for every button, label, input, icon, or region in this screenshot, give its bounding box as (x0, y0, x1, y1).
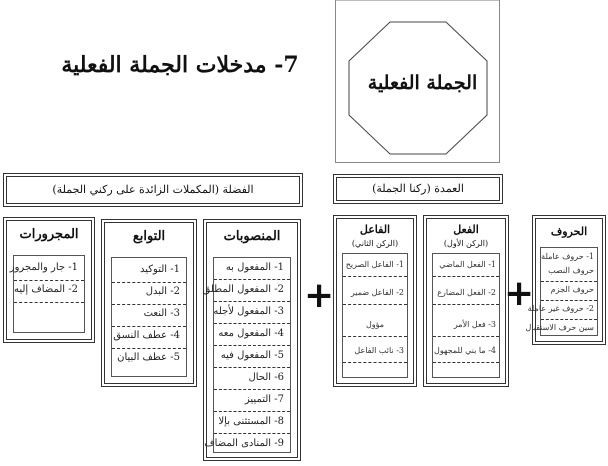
fil-box (426, 218, 506, 384)
list-item: 3- النعت (143, 308, 180, 319)
majrurat-box (6, 220, 92, 340)
list-item: 5- المفعول فيه (220, 350, 284, 361)
list-item: مؤول (365, 320, 385, 329)
list-item: 3- المفعول لأجله (213, 306, 284, 317)
list-item: 9- المنادى المضاف (204, 438, 284, 449)
list-item: 1- المفعول به (225, 262, 284, 273)
huruf-title: الحروف (550, 225, 588, 238)
list-item: حروف النصب (548, 266, 594, 275)
list-item: سين حرف الاستقبال (525, 323, 594, 332)
list-item: 1- التوكيد (140, 264, 180, 275)
fadla-band: الفضلة (المكملات الزائدة على ركني الجملة) (6, 176, 300, 204)
majrurat-title: المجرورات (19, 227, 79, 242)
tawabi-title: التوابع (132, 229, 166, 244)
tawabi-list (111, 257, 187, 377)
list-item: 4- المفعول معه (218, 328, 284, 339)
list-item: 2- الفاعل ضمير (350, 288, 404, 297)
mansubat-title: المنصوبات (223, 229, 281, 244)
main-concept-label: الجملة الفعلية (367, 72, 478, 94)
tawabi-box (104, 222, 194, 384)
list-item: 2- المضاف إليه (13, 284, 78, 295)
fil-list (432, 253, 500, 378)
umda-band: العمدة (ركنا الجملة) (336, 177, 500, 201)
list-item: 4- عطف النسق (113, 330, 180, 341)
list-item: 2- حروف غير عاملة (527, 304, 594, 313)
list-item: 2- البدل (145, 286, 180, 297)
list-item: 8- المستثنى بإلا (218, 416, 284, 427)
list-item: 7- التمييز (244, 394, 284, 405)
plus-sign: + (304, 275, 335, 316)
list-item: 5- عطف البيان (117, 352, 180, 363)
fil-title: الفعل (453, 223, 479, 236)
list-item: 3- نائب الفاعل (354, 346, 404, 355)
fail-title: الفاعل (359, 223, 391, 236)
plus-sign: + (504, 273, 535, 314)
list-item: 4- ما بني للمجهول (434, 346, 496, 355)
list-item: 1- جار والمجرور (9, 262, 78, 273)
huruf-box (525, 218, 603, 342)
list-item: 2- الفعل المضارع (437, 288, 496, 297)
mansubat-box (202, 222, 298, 458)
list-item: 3- فعل الأمر (453, 320, 496, 329)
mansubat-list (202, 257, 291, 453)
list-item: حروف الجزم (550, 285, 594, 294)
fail-subtitle: (الركن الثاني) (351, 239, 399, 248)
list-item: 2- المفعول المطلق (202, 284, 284, 295)
majrurat-list (9, 255, 85, 333)
huruf-list (525, 247, 598, 336)
list-item: 1- الفاعل الصريح (345, 260, 404, 269)
fail-box (336, 218, 414, 384)
page-title: 7- مدخلات الجملة الفعلية (61, 52, 299, 78)
list-item: 1- الفعل الماضي (439, 260, 496, 269)
fail-list (342, 253, 408, 378)
list-item: 6- الحال (248, 372, 284, 383)
list-item: 1- حروف عاملة (541, 252, 594, 261)
fil-subtitle: (الركن الأول) (443, 239, 489, 248)
